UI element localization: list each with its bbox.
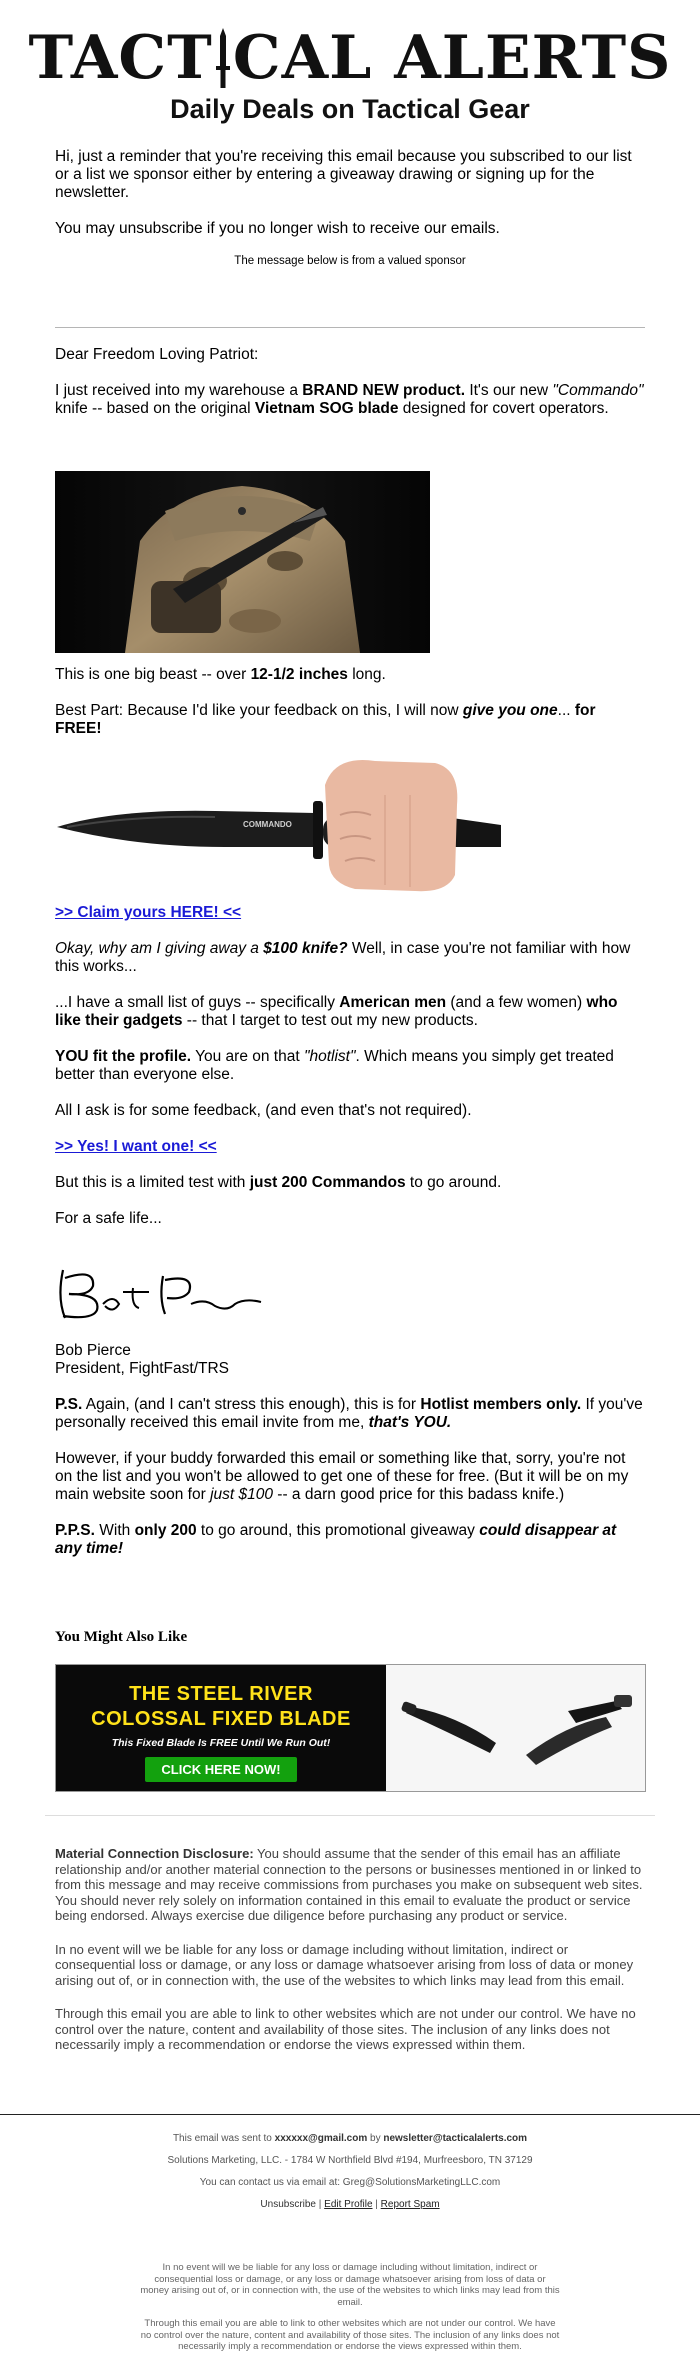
signer-name: Bob Pierce	[55, 1342, 131, 1359]
why-free-paragraph: Okay, why am I giving away a $100 knife? Well, in case you're not familiar with how this works...	[55, 940, 631, 975]
mailing-address: Solutions Marketing, LLC. - 1784 W Northfield Blvd #194, Murfreesboro, TN 37129	[167, 2155, 533, 2166]
footer-links: Unsubscribe | Edit Profile | Report Spam	[260, 2199, 440, 2210]
unsubscribe-link[interactable]: Unsubscribe	[260, 2199, 316, 2210]
steel-river-ad-banner[interactable]	[55, 1664, 646, 1792]
you-might-also-like-heading: You Might Also Like	[55, 1629, 188, 1645]
intro-section	[55, 148, 645, 288]
contact-line: You can contact us via email at: Greg@SolutionsMarketingLLC.com	[199, 2177, 501, 2188]
letter-intro	[55, 346, 645, 436]
signature-image	[55, 1258, 265, 1328]
report-spam-link[interactable]: Report Spam	[380, 2199, 440, 2210]
liability-paragraph: In no event will we be liable for any loss or damage including without limitation, indirect or consequential loss or damage, or any loss or damage whatsoever arising from loss of data or money arising out of, or in connection with, the use of the websites to which links may lead from this email.	[55, 1941, 634, 1988]
sheathed-knife-icon	[526, 1695, 632, 1765]
claim-yours-link[interactable]: >> Claim yours HERE! <<	[55, 904, 242, 921]
tagline: Daily Deals on Tactical Gear	[170, 94, 530, 124]
logo-text-right: CAL ALERTS	[232, 23, 672, 93]
profile-paragraph: YOU fit the profile. You are on that "hotlist". Which means you simply get treated better than everyone else.	[55, 1048, 614, 1083]
sponsor-note: The message below is from a valued sponsor	[234, 255, 466, 267]
letter-body	[55, 904, 645, 1246]
edit-profile-link[interactable]: Edit Profile	[324, 2199, 373, 2210]
yes-i-want-one-link[interactable]: >> Yes! I want one! <<	[55, 1138, 217, 1155]
email-header	[0, 0, 700, 125]
knife-in-hand-image[interactable]	[55, 755, 515, 895]
dagger-icon	[215, 28, 231, 88]
pps-paragraph: P.P.S. With only 200 to go around, this promotional giveaway could disappear at any time!	[55, 1522, 617, 1557]
divider	[55, 327, 645, 328]
letter-signoff	[55, 1342, 645, 1576]
unsubscribe-note: You may unsubscribe if you no longer wish to receive our emails.	[55, 220, 500, 237]
sent-to-line: This email was sent to xxxxxx@gmail.com by newsletter@tacticalalerts.com	[172, 2133, 528, 2144]
logo	[28, 23, 672, 93]
ad-knife-images	[386, 1665, 646, 1792]
fine-print	[140, 2262, 560, 2364]
target-list-paragraph: ...I have a small list of guys -- specifically American men (and a few women) who like their gadgets -- that I target to test out my new products.	[55, 994, 618, 1029]
ps-paragraph: P.S. Again, (and I can't stress this enough), this is for Hotlist members only. If you've personally received this email invite from me, that's YOU.	[55, 1396, 643, 1431]
fine-liability: In no event will we be liable for any loss or damage including without limitation, indirect or consequential loss or damage, or any loss or damage whatsoever arising from loss of data or money arising out of, or in connection with, the use of the websites to which links may lead from this email.	[140, 2262, 560, 2308]
size-paragraph: This is one big beast -- over 12-1/2 inches long.	[55, 666, 386, 683]
reminder-text: Hi, just a reminder that you're receiving this email because you subscribed to our list or a list we sponsor either by entering a giveaway drawing or signing up for the newsletter.	[55, 148, 632, 201]
letter-size	[55, 666, 645, 756]
signer-block	[55, 1342, 645, 1378]
forwarded-paragraph: However, if your buddy forwarded this email or something like that, sorry, you're not on the list and you won't be allowed to get one of these for free. (But it will be on my main website soon for just $100 -- a darn good price for this badass knife.)	[55, 1450, 629, 1503]
signer-title: President, FightFast/TRS	[55, 1360, 230, 1377]
free-offer-paragraph: Best Part: Because I'd like your feedback on this, I will now give you one... for FREE!	[55, 702, 596, 737]
divider	[45, 1815, 655, 1816]
material-disclosure	[55, 1846, 645, 2071]
divider	[0, 2114, 700, 2115]
ad-title-line2: COLOSSAL FIXED BLADE	[91, 1708, 351, 1730]
email-footer	[0, 2132, 700, 2212]
fixed-blade-knife-icon	[401, 1701, 496, 1753]
feedback-paragraph: All I ask is for some feedback, (and even that's not required).	[55, 1102, 472, 1119]
fine-external: Through this email you are able to link to other websites which are not under our control. We have no control over the nature, content and availability of those sites. The inclusion of any links does not necessarily imply a recommendation or endorse the views expressed within them.	[140, 2318, 560, 2352]
limited-paragraph: But this is a limited test with just 200 Commandos to go around.	[55, 1174, 502, 1191]
logo-text-left: TACT	[28, 23, 213, 93]
disclosure-paragraph: Material Connection Disclosure: You should assume that the sender of this email has an affiliate relationship and/or another material connection to the persons or businesses mentioned in or linked to from this message and may receive commissions from purchases you make on subsequent web sites. You should never rely solely on information contained in this email to evaluate the product or service being endorsed. Always exercise due diligence before purchasing any product or service.	[55, 1846, 643, 1923]
ad-click-here-button[interactable]: CLICK HERE NOW!	[145, 1757, 296, 1782]
ad-text-panel	[56, 1665, 386, 1792]
product-paragraph: I just received into my warehouse a BRAND NEW product. It's our new "Commando" knife -- based on the original Vietnam SOG blade designed for covert operators.	[55, 382, 644, 417]
ad-subtitle: This Fixed Blade Is FREE Until We Run Out!	[111, 1737, 331, 1749]
closing: For a safe life...	[55, 1210, 162, 1227]
greeting: Dear Freedom Loving Patriot:	[55, 346, 259, 363]
knife-brand-label: COMMANDO	[243, 820, 292, 829]
soldier-knife-photo[interactable]	[55, 471, 430, 653]
ad-title-line1: THE STEEL RIVER	[129, 1683, 313, 1705]
external-links-paragraph: Through this email you are able to link to other websites which are not under our control. We have no control over the nature, content and availability of those sites. The inclusion of any links does not necessarily imply a recommendation or endorse the views expressed within them.	[55, 2006, 636, 2052]
